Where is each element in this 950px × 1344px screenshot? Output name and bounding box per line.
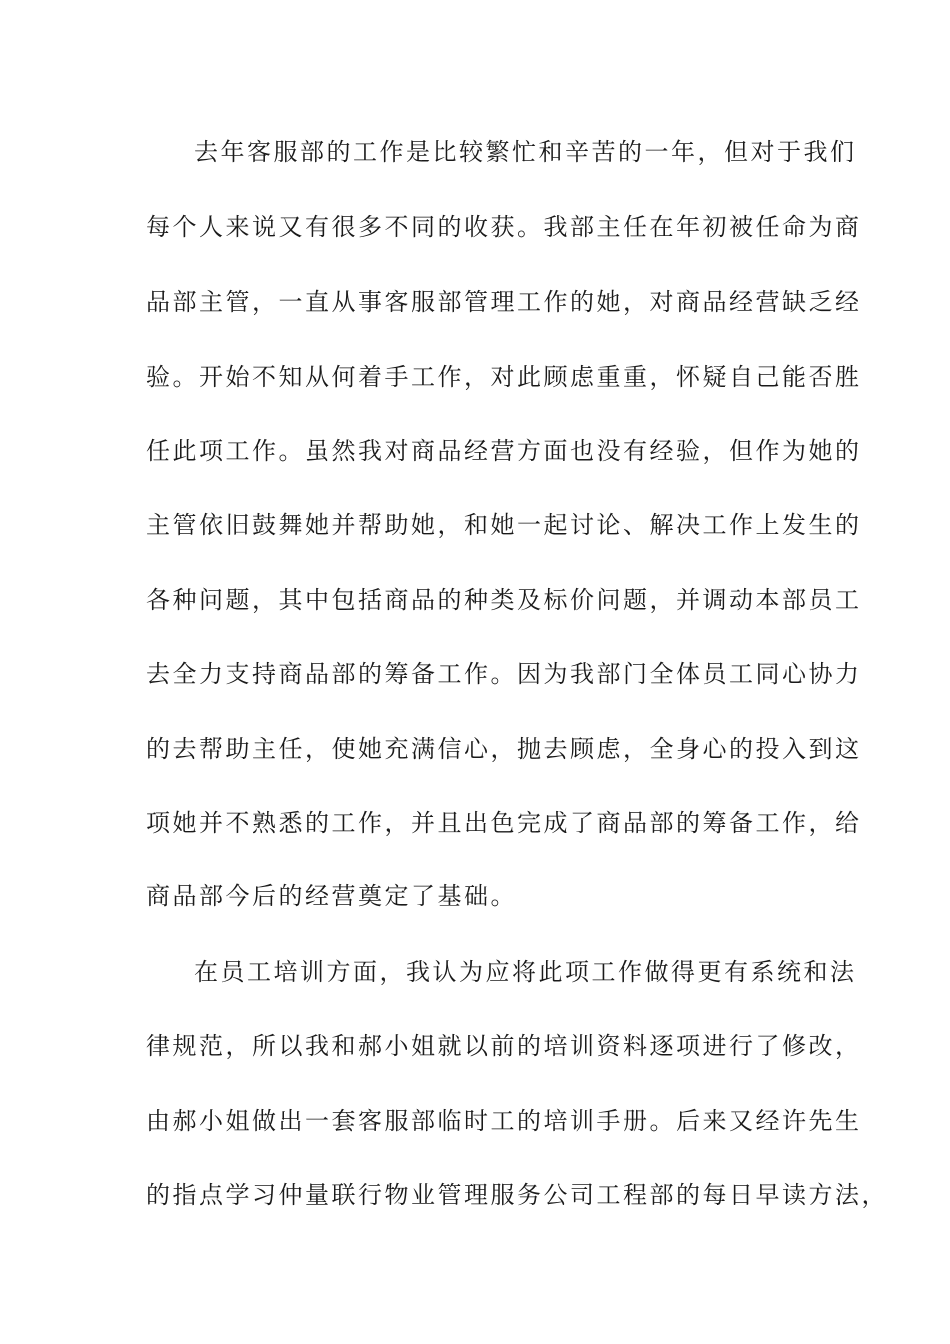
paragraph-2-line-3: 由郝小姐做出一套客服部临时工的培训手册。后来又经许先生: [146, 1107, 862, 1135]
paragraph-1-line-11: 商品部今后的经营奠定了基础。: [146, 882, 517, 910]
paragraph-1-line-4: 验。开始不知从何着手工作，对此顾虑重重，怀疑自己能否胜: [146, 363, 862, 391]
paragraph-1-line-7: 各种问题，其中包括商品的种类及标价问题，并调动本部员工: [146, 586, 862, 614]
paragraph-1-line-10: 项她并不熟悉的工作，并且出色完成了商品部的筹备工作，给: [146, 809, 862, 837]
paragraph-1-line-3: 品部主管，一直从事客服部管理工作的她，对商品经营缺乏经: [146, 288, 862, 316]
paragraph-1-line-6: 主管依旧鼓舞她并帮助她，和她一起讨论、解决工作上发生的: [146, 511, 862, 539]
paragraph-1-line-9: 的去帮助主任，使她充满信心，抛去顾虑，全身心的投入到这: [146, 735, 862, 763]
paragraph-2-line-1: 在员工培训方面，我认为应将此项工作做得更有系统和法: [194, 958, 857, 986]
paragraph-1-line-1: 去年客服部的工作是比较繁忙和辛苦的一年，但对于我们: [194, 138, 857, 166]
paragraph-2-line-2: 律规范，所以我和郝小姐就以前的培训资料逐项进行了修改，: [146, 1032, 862, 1060]
paragraph-1-line-5: 任此项工作。虽然我对商品经营方面也没有经验，但作为她的: [146, 437, 862, 465]
paragraph-1-line-2: 每个人来说又有很多不同的收获。我部主任在年初被任命为商: [146, 213, 862, 241]
paragraph-2-line-4: 的指点学习仲量联行物业管理服务公司工程部的每日早读方法，: [146, 1181, 888, 1209]
paragraph-1-line-8: 去全力支持商品部的筹备工作。因为我部门全体员工同心协力: [146, 660, 862, 688]
